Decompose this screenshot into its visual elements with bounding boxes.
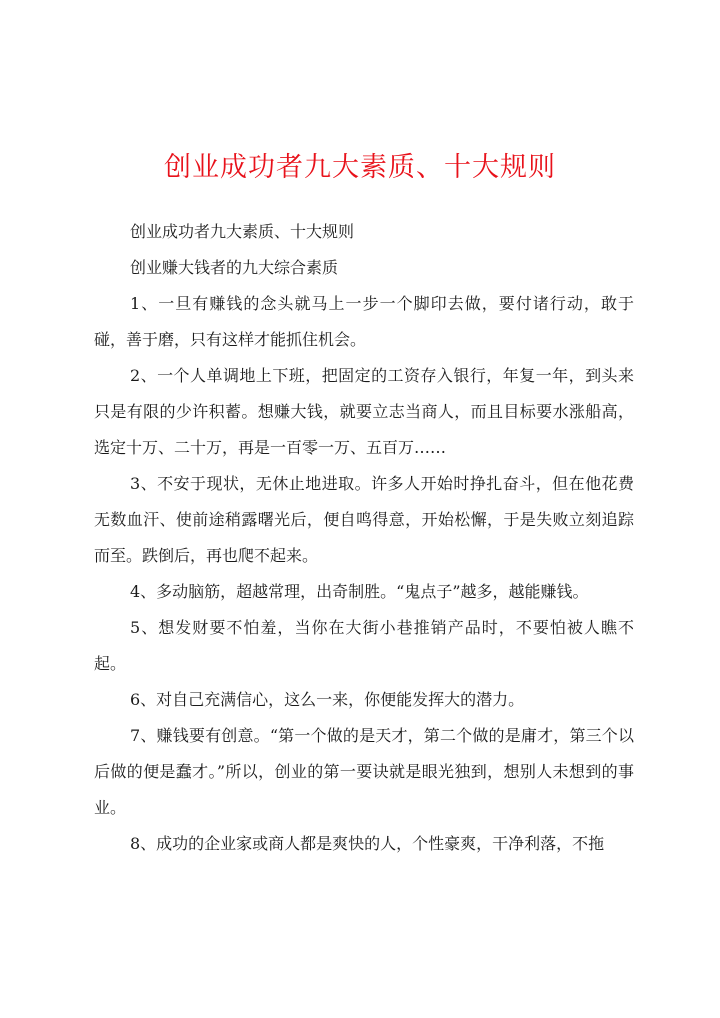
paragraph: 4、多动脑筋，超越常理，出奇制胜。“鬼点子”越多，越能赚钱。 [130, 582, 589, 601]
paragraph: 5、想发财要不怕羞，当你在大街小巷推销产品时，不要怕被人瞧不起。 [94, 618, 634, 673]
paragraph: 2、一个人单调地上下班，把固定的工资存入银行，年复一年，到头来只是有限的少许积蓄。想赚大钱，就要立志当商人，而且目标要水涨船高，选定十万、二十万，再是一百零一万、五百万…… [94, 366, 634, 457]
paragraph: 1、一旦有赚钱的念头就马上一步一个脚印去做，要付诸行动，敢于碰，善于磨，只有这样才能抓住机会。 [94, 294, 634, 349]
section-heading: 创业赚大钱者的九大综合素质 [130, 258, 339, 277]
subtitle-line: 创业成功者九大素质、十大规则 [130, 222, 355, 241]
paragraph: 6、对自己充满信心，这么一来，你便能发挥大的潜力。 [130, 690, 525, 709]
paragraph: 7、赚钱要有创意。“第一个做的是天才，第二个做的是庸才，第三个以后做的便是蠢才。”所以，创业的第一要诀就是眼光独到，想别人未想到的事业。 [94, 726, 634, 817]
paragraph: 3、不安于现状，无休止地进取。许多人开始时挣扎奋斗，但在他花费无数血汗、使前途稍露曙光后，便自鸣得意，开始松懈，于是失败立刻追踪而至。跌倒后，再也爬不起来。 [94, 474, 634, 565]
document-body [94, 214, 634, 862]
document-title: 创业成功者九大素质、十大规则 [164, 152, 556, 183]
paragraph: 8、成功的企业家或商人都是爽快的人，个性豪爽，干净利落，不拖 [130, 834, 605, 853]
